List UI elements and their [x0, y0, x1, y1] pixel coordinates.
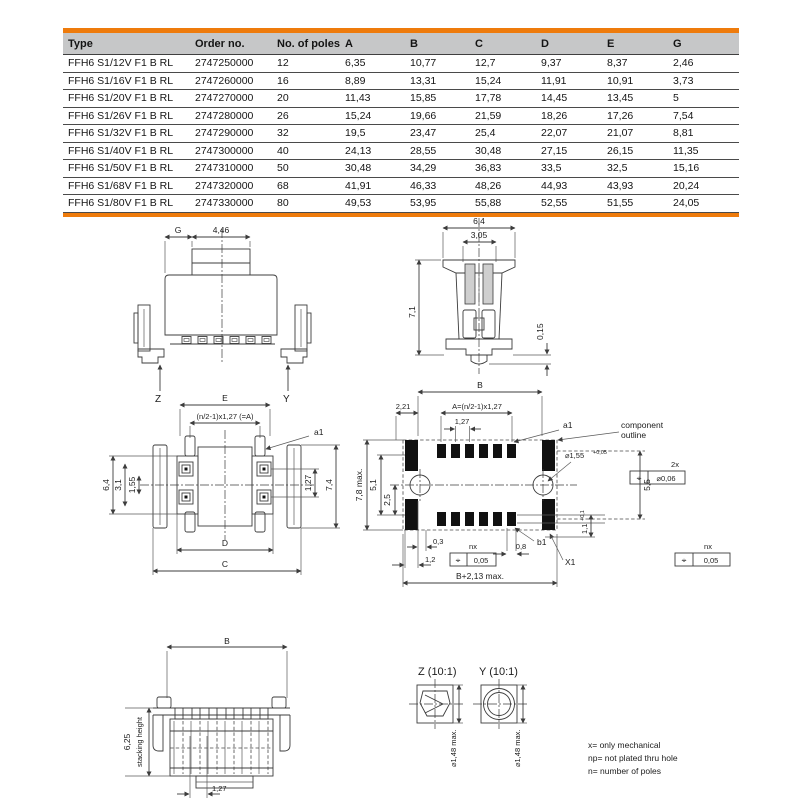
position-tolerance-icon: ⌖	[636, 473, 642, 483]
table-cell: 18,26	[541, 109, 568, 122]
smd-legs	[182, 337, 271, 344]
column-header-3: A	[345, 37, 353, 50]
table-cell: 15,24	[345, 109, 372, 122]
dim-g-label: G	[174, 225, 182, 235]
table-cell: 2747330000	[195, 197, 254, 210]
table-cell: FFH6 S1/50V F1 B RL	[68, 162, 174, 175]
table-cell: 51,55	[607, 197, 634, 210]
dim-127-label: 1,27	[303, 474, 313, 492]
detail-z-geometry	[409, 679, 463, 729]
fcf-hole-qty: 2x	[671, 460, 679, 469]
axis-z-label: Z	[155, 394, 162, 403]
table-cell: FFH6 S1/68V F1 B RL	[68, 179, 174, 192]
table-row	[63, 143, 739, 161]
detail-views-drawing	[403, 653, 603, 803]
column-header-0: Type	[68, 37, 93, 50]
table-cell: 8,37	[607, 57, 628, 70]
table-cell: 17,78	[475, 92, 502, 105]
dim-015-label: 0,15	[535, 323, 545, 340]
table-cell: 11,91	[541, 74, 567, 87]
dim-11-group	[580, 510, 589, 534]
table-cell: 24,05	[673, 197, 700, 210]
table-cell: 7,54	[673, 109, 694, 122]
dim-e-label: E	[222, 393, 228, 403]
side-view-geometry	[134, 229, 311, 391]
table-cell: 15,16	[673, 162, 700, 175]
dim-25-label: 2,5	[382, 494, 392, 506]
table-cell: FFH6 S1/16V F1 B RL	[68, 74, 174, 87]
table-cell: 49,53	[345, 197, 372, 210]
table-cell: 13,45	[607, 92, 634, 105]
table-cell: 3,73	[673, 74, 694, 87]
fcf-pads-right-qty: nx	[704, 542, 712, 551]
position-tolerance-icon: ⌖	[455, 555, 461, 565]
dim-64-label: 6,4	[473, 216, 485, 226]
table-cell: 80	[277, 197, 289, 210]
table-cell: FFH6 S1/20V F1 B RL	[68, 92, 174, 105]
label-b1: b1	[537, 537, 547, 547]
table-cell: 25,4	[475, 127, 496, 140]
table-cell: FFH6 S1/26V F1 B RL	[68, 109, 174, 122]
dim-b-label: B	[477, 380, 483, 390]
table-cell: 30,48	[345, 162, 372, 175]
section-view-drawing	[393, 212, 568, 387]
dim-127-label: 1,27	[212, 784, 227, 793]
table-cell: FFH6 S1/80V F1 B RL	[68, 197, 174, 210]
table-cell: 2747280000	[195, 109, 254, 122]
dim-55-label: 5,5	[642, 479, 652, 491]
spec-table	[63, 28, 739, 217]
table-cell: 50	[277, 162, 289, 175]
dim-51-label: 5,1	[368, 479, 378, 491]
table-cell: 6,35	[345, 57, 366, 70]
detail-z-dim-label: ⌀1,48 max.	[449, 729, 458, 767]
table-cell: 68	[277, 179, 289, 192]
dim-64-label: 6,4	[101, 479, 111, 491]
table-cell: 26,15	[607, 144, 634, 157]
table-row	[63, 125, 739, 143]
label-x1: X1	[565, 557, 576, 567]
table-cell: 20,24	[673, 179, 700, 192]
top-view-drawing	[88, 388, 378, 608]
table-cell: 17,26	[607, 109, 634, 122]
table-cell: 53,95	[410, 197, 437, 210]
table-cell: 14,45	[541, 92, 568, 105]
table-cell: 44,93	[541, 179, 568, 192]
detail-y-geometry	[473, 679, 527, 729]
dim-12-label: 1,2	[425, 555, 436, 564]
section-view-geometry	[415, 218, 551, 376]
fcf-hole-tol: ⌀0,06	[656, 474, 676, 483]
table-row	[63, 160, 739, 178]
table-row	[63, 108, 739, 126]
label-a1: a1	[563, 420, 573, 430]
column-header-8: G	[673, 37, 682, 50]
footnotes	[588, 739, 678, 778]
table-cell: 2747270000	[195, 92, 254, 105]
column-header-5: C	[475, 37, 483, 50]
column-header-7: E	[607, 37, 615, 50]
dim-d-label: D	[221, 538, 229, 548]
fcf-pads-left-qty: nx	[469, 542, 477, 551]
table-cell: 33,5	[541, 162, 562, 175]
detail-y-dim-label: ⌀1,48 max.	[513, 729, 522, 767]
label-component-outline-1: component	[621, 420, 664, 430]
table-cell: 2747260000	[195, 74, 254, 87]
table-cell: 8,89	[345, 74, 366, 87]
table-cell: 41,91	[345, 179, 372, 192]
footprint-geometry	[363, 392, 730, 587]
table-cell: 27,15	[541, 144, 568, 157]
internal-contacts	[170, 721, 273, 774]
footprint-drawing	[345, 376, 745, 624]
table-cell: 10,77	[410, 57, 437, 70]
table-cell: 46,33	[410, 179, 437, 192]
table-cell: 28,55	[410, 144, 437, 157]
table-cell: 2747250000	[195, 57, 254, 70]
dim-127-label: 1,27	[454, 417, 470, 426]
table-cell: 5	[673, 92, 679, 105]
table-cell: 30,48	[475, 144, 502, 157]
table-cell: 15,85	[410, 92, 437, 105]
dim-hole-label: ⌀1,55	[565, 451, 585, 460]
table-cell: 12	[277, 57, 289, 70]
table-cell: 36,83	[475, 162, 502, 175]
table-cell: 43,93	[607, 179, 634, 192]
detail-y-title: Y (10:1)	[479, 666, 518, 678]
table-cell: FFH6 S1/12V F1 B RL	[68, 57, 174, 70]
dim-bmax-label: B+2,13 max.	[456, 571, 504, 581]
fcf-pads-right-tol: 0,05	[703, 556, 719, 565]
dim-b-label: B	[224, 636, 230, 646]
table-cell: 2747290000	[195, 127, 254, 140]
table-cell: FFH6 S1/32V F1 B RL	[68, 127, 174, 140]
dim-78max-label: 7,8 max.	[354, 468, 364, 502]
table-cell: 8,81	[673, 127, 694, 140]
column-header-1: Order no.	[195, 37, 245, 50]
table-cell: 10,91	[607, 74, 634, 87]
dim-c-label: C	[221, 559, 229, 569]
table-cell: 19,5	[345, 127, 366, 140]
table-cell: 2747310000	[195, 162, 254, 175]
table-cell: 11,43	[345, 92, 371, 105]
dim-221-label: 2,21	[395, 402, 411, 411]
label-a1: a1	[314, 427, 324, 437]
table-cell: 23,47	[410, 127, 437, 140]
dim-71-label: 7,1	[407, 306, 417, 318]
table-cell: 24,13	[345, 144, 372, 157]
table-cell: 13,31	[410, 74, 437, 87]
footnote-number-of-poles: n= number of poles	[588, 766, 662, 776]
table-cell: 21,07	[607, 127, 634, 140]
dim-446-label: 4,46	[212, 225, 230, 235]
table-row	[63, 90, 739, 108]
table-cell: 2,46	[673, 57, 694, 70]
dim-625-label: 6,25	[122, 733, 132, 751]
table-cell: 52,55	[541, 197, 568, 210]
table-cell: 19,66	[410, 109, 437, 122]
column-header-2: No. of poles	[277, 37, 340, 50]
dim-a-formula-label: A=(n/2-1)x1,27	[452, 402, 502, 411]
dim-pitch-formula-label: (n/2-1)x1,27 (=A)	[196, 412, 254, 421]
table-cell: 48,26	[475, 179, 502, 192]
table-cell: 11,35	[673, 144, 699, 157]
table-cell: 9,37	[541, 57, 562, 70]
dim-305-label: 3,05	[470, 230, 488, 240]
position-tolerance-icon: ⌖	[681, 555, 687, 565]
stacking-height-label: stacking height	[135, 716, 144, 768]
column-header-6: D	[541, 37, 549, 50]
dim-08-label: 0,8	[515, 542, 527, 551]
table-cell: 15,24	[475, 74, 502, 87]
dim-hole-tol-label: +0,05	[593, 450, 607, 456]
table-cell: 34,29	[410, 162, 437, 175]
dim-155-label: 1,55	[127, 476, 137, 494]
table-cell: 55,88	[475, 197, 502, 210]
pin-blocks	[175, 708, 268, 719]
table-cell: 32	[277, 127, 289, 140]
spec-table-body	[63, 55, 739, 213]
pad-row-top	[437, 444, 516, 458]
footnote-only-mechanical: x= only mechanical	[588, 740, 661, 750]
footnote-not-plated: np= not plated thru hole	[588, 753, 678, 763]
dim-74-label: 7,4	[324, 479, 334, 491]
dim-03-label: 0,3	[433, 537, 444, 546]
table-cell: 26	[277, 109, 289, 122]
mated-view-drawing	[113, 636, 368, 804]
column-header-4: B	[410, 37, 418, 50]
table-cell: 2747300000	[195, 144, 254, 157]
axis-y-label: Y	[283, 394, 290, 403]
table-row	[63, 178, 739, 196]
side-view-drawing	[130, 213, 370, 403]
detail-z-title: Z (10:1)	[418, 666, 457, 678]
dim-11-label: 1,1	[580, 523, 589, 534]
table-header-row	[63, 33, 739, 55]
table-cell: 21,59	[475, 109, 502, 122]
table-cell: 12,7	[475, 57, 496, 70]
table-row	[63, 55, 739, 73]
dim-11-tol-label: +0,1	[580, 510, 586, 521]
pad-row-bottom	[437, 512, 516, 526]
table-cell: 22,07	[541, 127, 568, 140]
label-component-outline-2: outline	[621, 430, 647, 440]
table-cell: 32,5	[607, 162, 628, 175]
table-cell: 2747320000	[195, 179, 254, 192]
table-row	[63, 73, 739, 91]
table-cell: 40	[277, 144, 289, 157]
mated-view-geometry	[125, 647, 290, 798]
table-cell: 16	[277, 74, 289, 87]
table-row	[63, 195, 739, 213]
table-cell: FFH6 S1/40V F1 B RL	[68, 144, 174, 157]
fcf-pads-left-tol: 0,05	[473, 556, 489, 565]
dim-31-label: 3,1	[113, 479, 123, 491]
table-cell: 20	[277, 92, 289, 105]
